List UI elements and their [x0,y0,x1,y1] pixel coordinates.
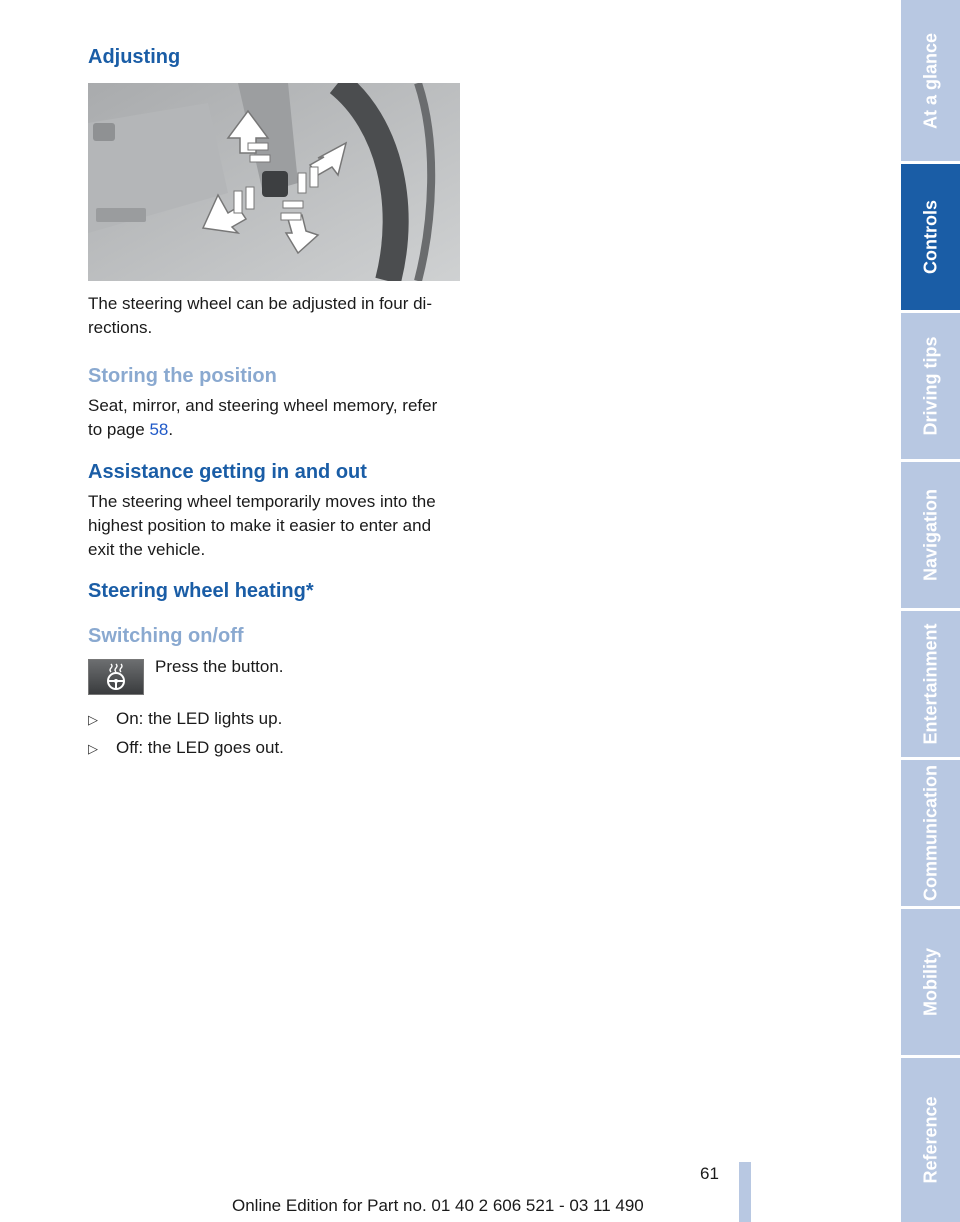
tab-label: Navigation [920,488,940,582]
bullet-text: Off: the LED goes out. [116,738,284,757]
tab-label: Communication [920,764,940,902]
heading-steering-wheel-heating: Steering wheel heating* [88,580,314,602]
tab-label: Driving tips [920,336,940,436]
tab-label: At a glance [920,32,940,129]
adjust-desc-line-2: rections. [88,318,153,337]
bullet-text: On: the LED lights up. [116,709,283,728]
steering-adjust-illustration [88,83,460,281]
heading-switching: Switching on/off [88,625,244,647]
tab-communication[interactable] [901,760,960,906]
heading-assistance: Assistance getting in and out [88,461,367,483]
storing-description [88,394,460,442]
adjust-description [88,292,460,340]
chapter-tabs [901,0,960,1222]
tab-driving-tips[interactable] [901,313,960,459]
page-number: 61 [700,1164,719,1183]
tab-label: Mobility [920,948,940,1016]
storing-line-2-end: . [168,420,174,439]
tab-at-a-glance[interactable] [901,0,960,161]
adjust-desc-line-1: The steering wheel can be adjusted in four di- [88,294,432,313]
triangle-bullet-icon: ▷ [88,712,98,727]
assist-line-2: highest position to make it easier to enter and [88,516,432,535]
steering-column-adjustment-photo [88,83,460,281]
bullet-item-off [88,736,284,761]
storing-line-1: Seat, mirror, and steering wheel memory, refer [88,396,438,415]
tab-label: Reference [920,1096,940,1184]
triangle-bullet-icon: ▷ [88,741,98,756]
assist-line-3: exit the vehicle. [88,540,206,559]
tab-reference[interactable] [901,1058,960,1222]
heading-storing-position: Storing the position [88,365,277,387]
tab-controls[interactable] [901,164,960,310]
tab-navigation[interactable] [901,462,960,608]
footer-edition-text: Online Edition for Part no. 01 40 2 606 521 - 03 11 490 [232,1196,644,1215]
page-link-58[interactable]: 58 [149,420,169,439]
tab-label: Entertainment [920,623,940,745]
tab-label: Controls [920,200,940,274]
storing-line-2: to page [88,420,150,439]
heated-steering-wheel-icon [89,660,143,694]
assist-line-1: The steering wheel temporarily moves into the [88,492,436,511]
steering-heating-button-icon [88,659,144,695]
press-button-text: Press the button. [155,657,284,676]
heading-adjusting: Adjusting [88,46,181,68]
assistance-description [88,490,460,562]
tab-entertainment[interactable] [901,611,960,757]
tab-mobility[interactable] [901,909,960,1055]
page-number-bar [739,1162,751,1222]
bullet-item-on [88,707,282,732]
